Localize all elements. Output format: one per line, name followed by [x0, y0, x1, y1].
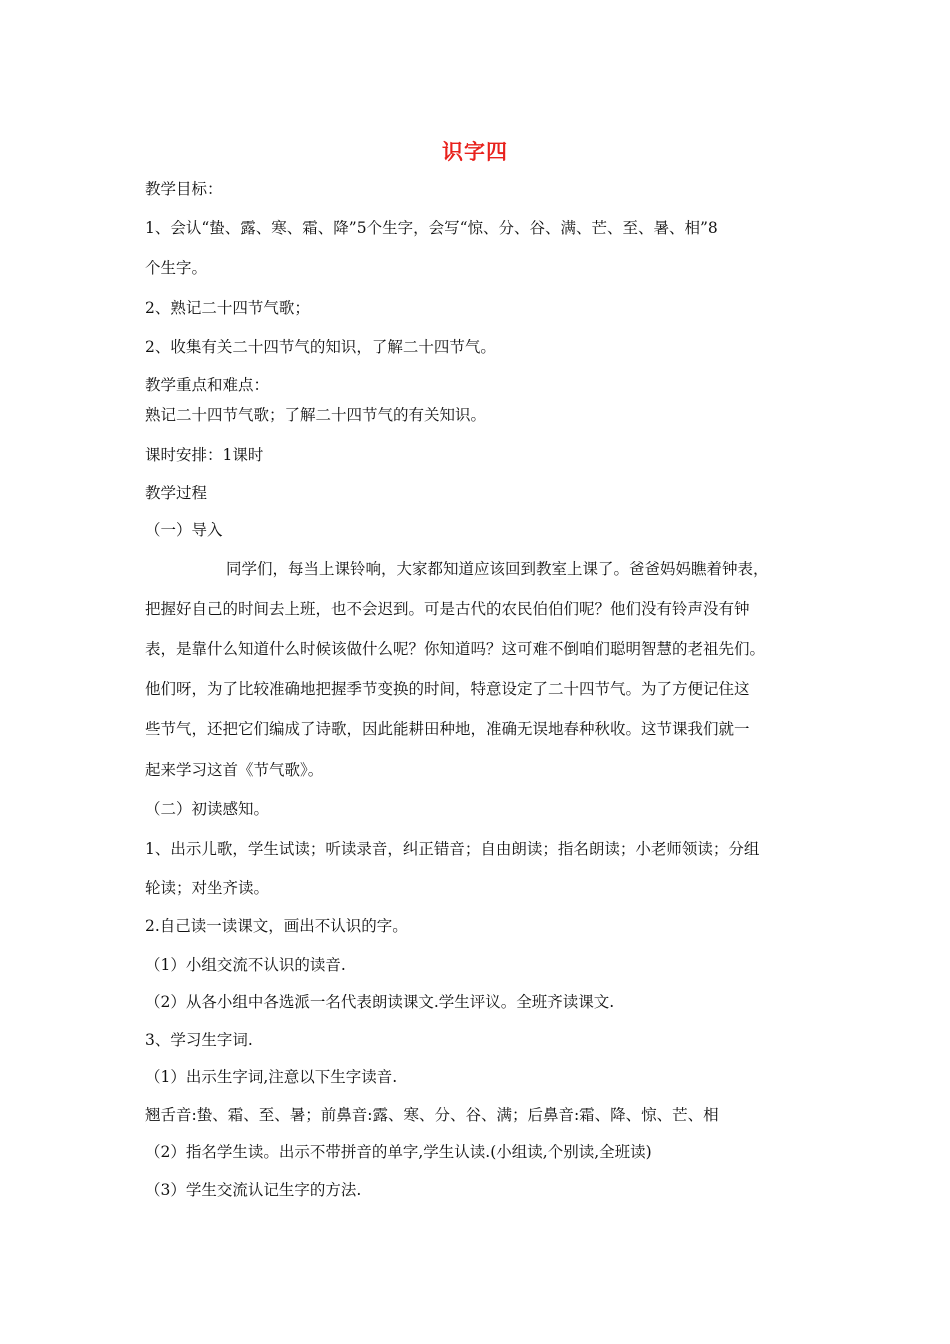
intro-paragraph-line-3: 表，是靠什么知道什么时候该做什么呢？你知道吗？这可难不倒咱们聪明智慧的老祖先们。: [145, 640, 766, 658]
objective-3: 2、收集有关二十四节气的知识，了解二十四节气。: [145, 338, 496, 356]
step-1-line-1: 1、出示儿歌，学生试读；听读录音，纠正错音；自由朗读；指名朗读；小老师领读；分组: [145, 840, 760, 858]
key-points-text: 熟记二十四节气歌；了解二十四节气的有关知识。: [145, 406, 487, 424]
intro-paragraph-line-2: 把握好自己的时间去上班，也不会迟到。可是古代的农民伯伯们呢？他们没有铃声没有钟: [145, 600, 750, 618]
intro-paragraph-line-4: 他们呀，为了比较准确地把握季节变换的时间，特意设定了二十四节气。为了方便记住这: [145, 680, 750, 698]
step-3: 3、学习生字词.: [145, 1031, 253, 1049]
step-1-line-2: 轮读；对坐齐读。: [145, 879, 270, 897]
section-heading-process: 教学过程: [145, 484, 208, 502]
section-heading-key-points: 教学重点和难点：: [145, 376, 270, 394]
step-3-sub-2: （2）指名学生读。出示不带拼音的单字,学生认读.(小组读,个别读,全班读): [145, 1143, 652, 1161]
step-3-sub-1: （1）出示生字词,注意以下生字读音.: [145, 1068, 398, 1086]
objective-1-line-2: 个生字。: [145, 259, 208, 277]
schedule-text: 课时安排：1课时: [145, 446, 264, 464]
intro-paragraph-line-1: 同学们，每当上课铃响，大家都知道应该回到教室上课了。爸爸妈妈瞧着钟表，: [226, 560, 769, 578]
subsection-first-reading: （二）初读感知。: [145, 800, 270, 818]
section-heading-objectives: 教学目标：: [145, 180, 223, 198]
intro-paragraph-line-6: 起来学习这首《节气歌》。: [145, 761, 324, 779]
step-2: 2.自己读一读课文，画出不认识的字。: [145, 917, 408, 935]
step-3-sub-3: （3）学生交流认记生字的方法.: [145, 1181, 362, 1199]
step-2-sub-2: （2）从各小组中各选派一名代表朗读课文.学生评议。全班齐读课文.: [145, 993, 615, 1011]
objective-2: 2、熟记二十四节气歌；: [145, 299, 310, 317]
page-title: 识字四: [442, 139, 508, 164]
pronunciation-groups: 翘舌音:蛰、霜、至、暑；前鼻音:露、寒、分、谷、满；后鼻音:霜、降、惊、芒、相: [145, 1106, 719, 1124]
subsection-intro: （一）导入: [145, 521, 223, 539]
intro-paragraph-line-5: 些节气，还把它们编成了诗歌，因此能耕田种地，准确无误地春种秋收。这节课我们就一: [145, 720, 750, 738]
step-2-sub-1: （1）小组交流不认识的读音.: [145, 956, 346, 974]
objective-1-line-1: 1、会认“蛰、露、寒、霜、降”5个生字，会写“惊、分、谷、满、芒、至、暑、相”8: [145, 219, 718, 237]
